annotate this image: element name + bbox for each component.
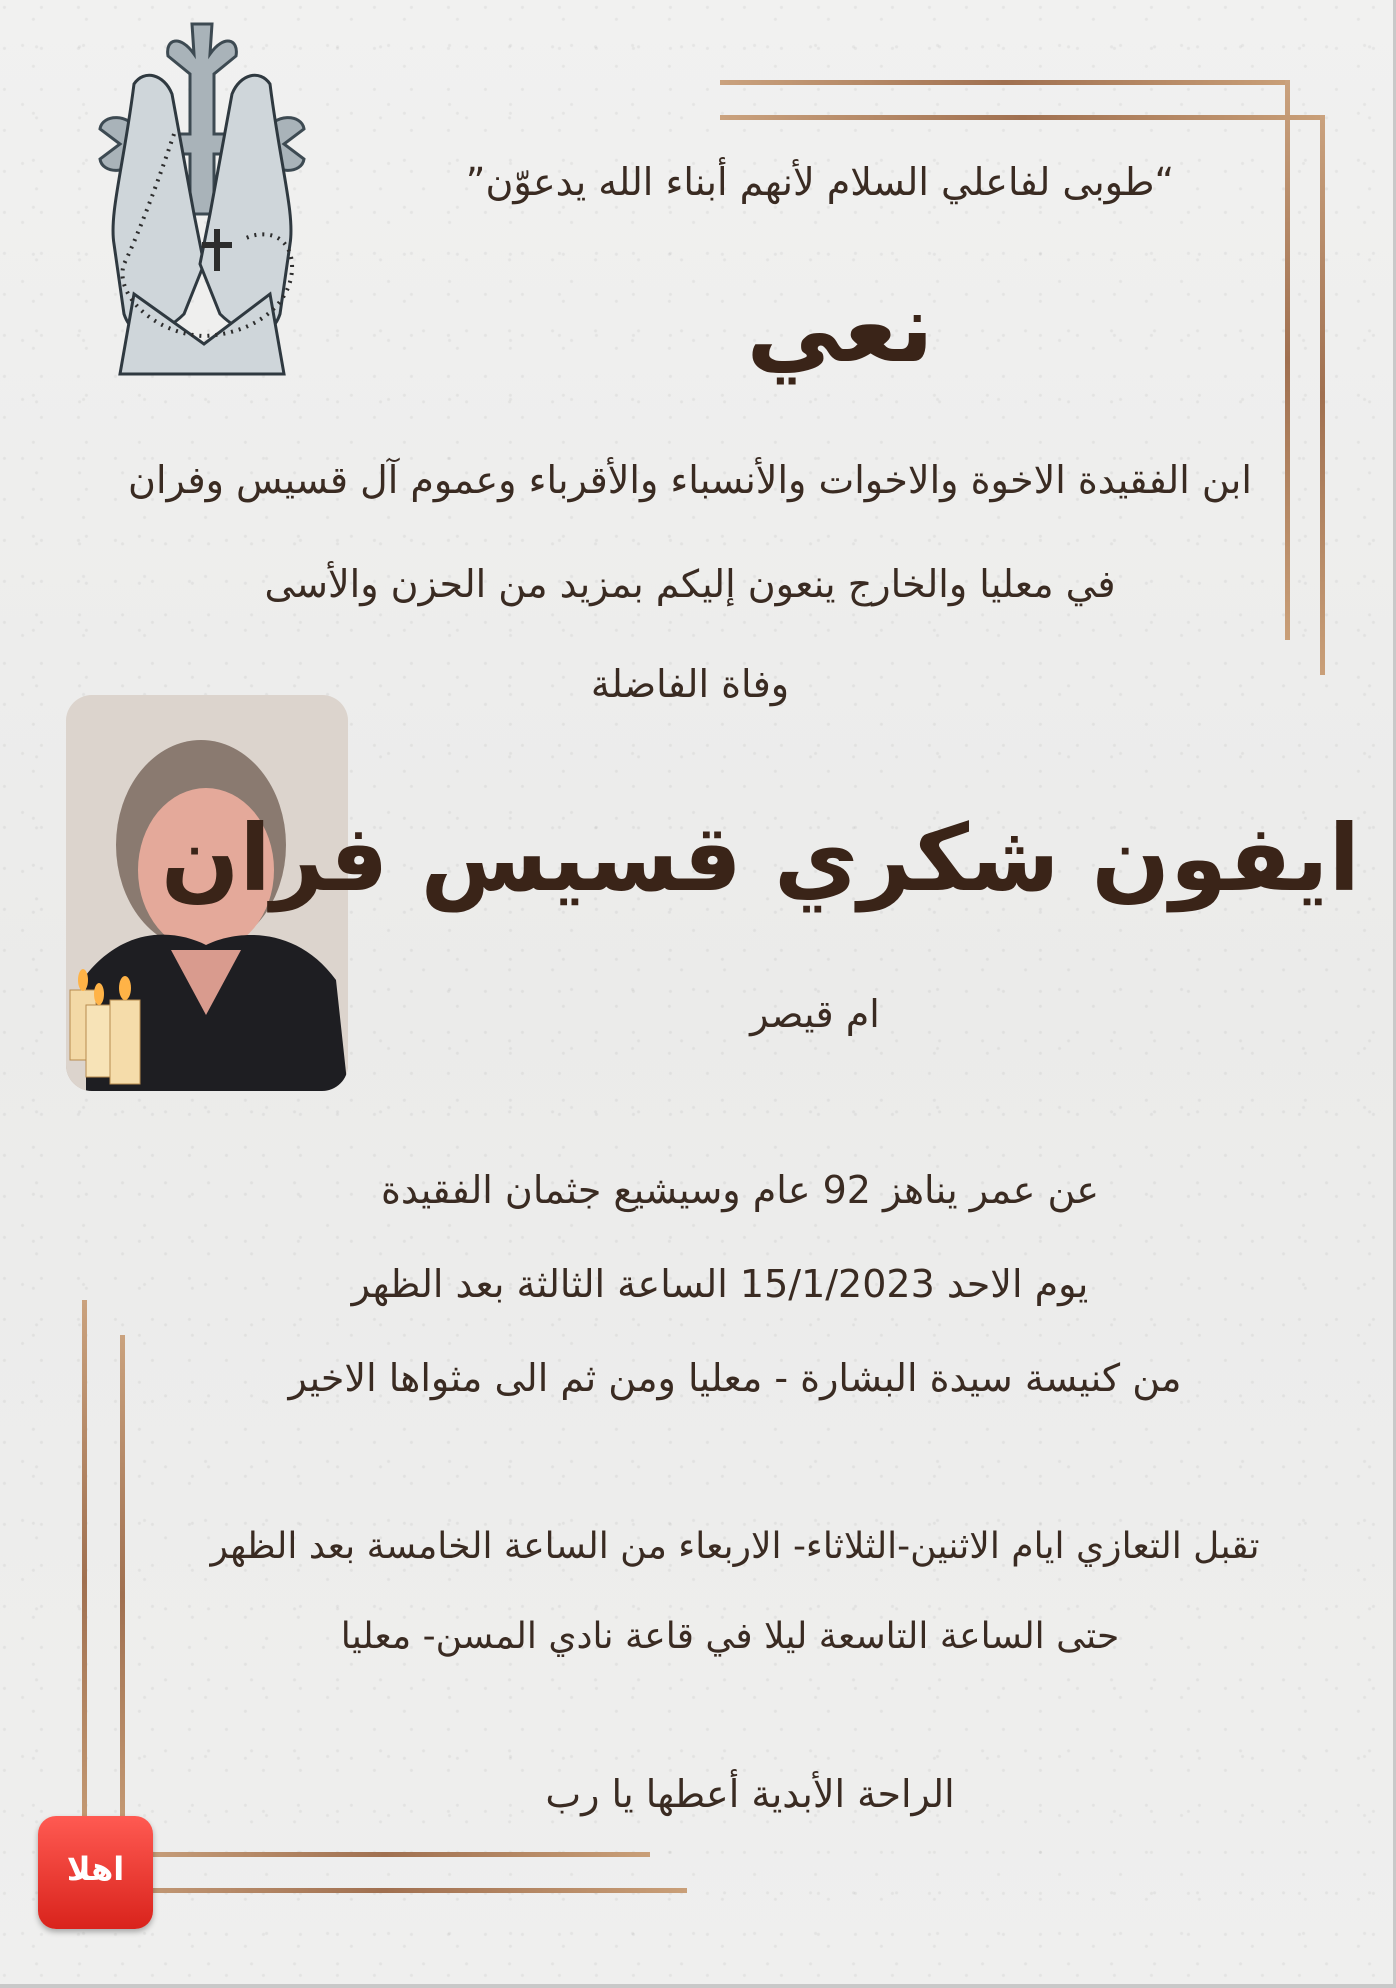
intro-line-3: وفاة الفاضلة bbox=[590, 662, 790, 706]
deceased-nickname: ام قيصر bbox=[750, 992, 880, 1036]
condolence-line-2: حتى الساعة التاسعة ليلا في قاعة نادي المسن- معليا bbox=[340, 1616, 1120, 1657]
page-bottom-border bbox=[0, 1984, 1396, 1988]
frame-bottom-line-2 bbox=[82, 1888, 687, 1893]
funeral-line-2: يوم الاحد 15/1/2023 الساعة الثالثة بعد الظهر bbox=[351, 1262, 1089, 1306]
frame-top-line-1 bbox=[720, 80, 1290, 85]
frame-right-line-2 bbox=[1320, 115, 1325, 675]
intro-line-2: في معليا والخارج ينعون إليكم بمزيد من الحزن والأسى bbox=[264, 562, 1116, 606]
intro-line-1: ابن الفقيدة الاخوة والاخوات والأنسباء والأقرباء وعموم آل قسيس وفران bbox=[128, 458, 1252, 502]
deceased-name: ايفون شكري قسيس فران bbox=[160, 805, 1360, 912]
frame-left-line-1 bbox=[82, 1300, 87, 1860]
funeral-line-1: عن عمر يناهز 92 عام وسيشيع جثمان الفقيدة bbox=[380, 1168, 1100, 1212]
frame-top-line-2 bbox=[720, 115, 1325, 120]
frame-left-line-2 bbox=[120, 1335, 125, 1855]
closing-prayer: الراحة الأبدية أعطها يا رب bbox=[545, 1772, 955, 1816]
ahla-logo bbox=[38, 1816, 153, 1929]
condolence-line-1: تقبل التعازي ايام الاثنين-الثلاثاء- الاربعاء من الساعة الخامسة بعد الظهر bbox=[210, 1526, 1260, 1567]
frame-right-line-1 bbox=[1285, 80, 1290, 640]
praying-hands-cross-icon bbox=[64, 14, 340, 384]
funeral-line-3: من كنيسة سيدة البشارة - معليا ومن ثم الى مثواها الاخير bbox=[288, 1356, 1182, 1400]
page-title: نعي bbox=[746, 272, 934, 384]
bible-verse: “طوبى لفاعلي السلام لأنهم أبناء الله يدعوّن” bbox=[465, 160, 1175, 204]
frame-bottom-line-1 bbox=[120, 1852, 650, 1857]
ahla-logo-text: اهلا bbox=[66, 1850, 125, 1888]
candles-icon bbox=[66, 950, 166, 1091]
